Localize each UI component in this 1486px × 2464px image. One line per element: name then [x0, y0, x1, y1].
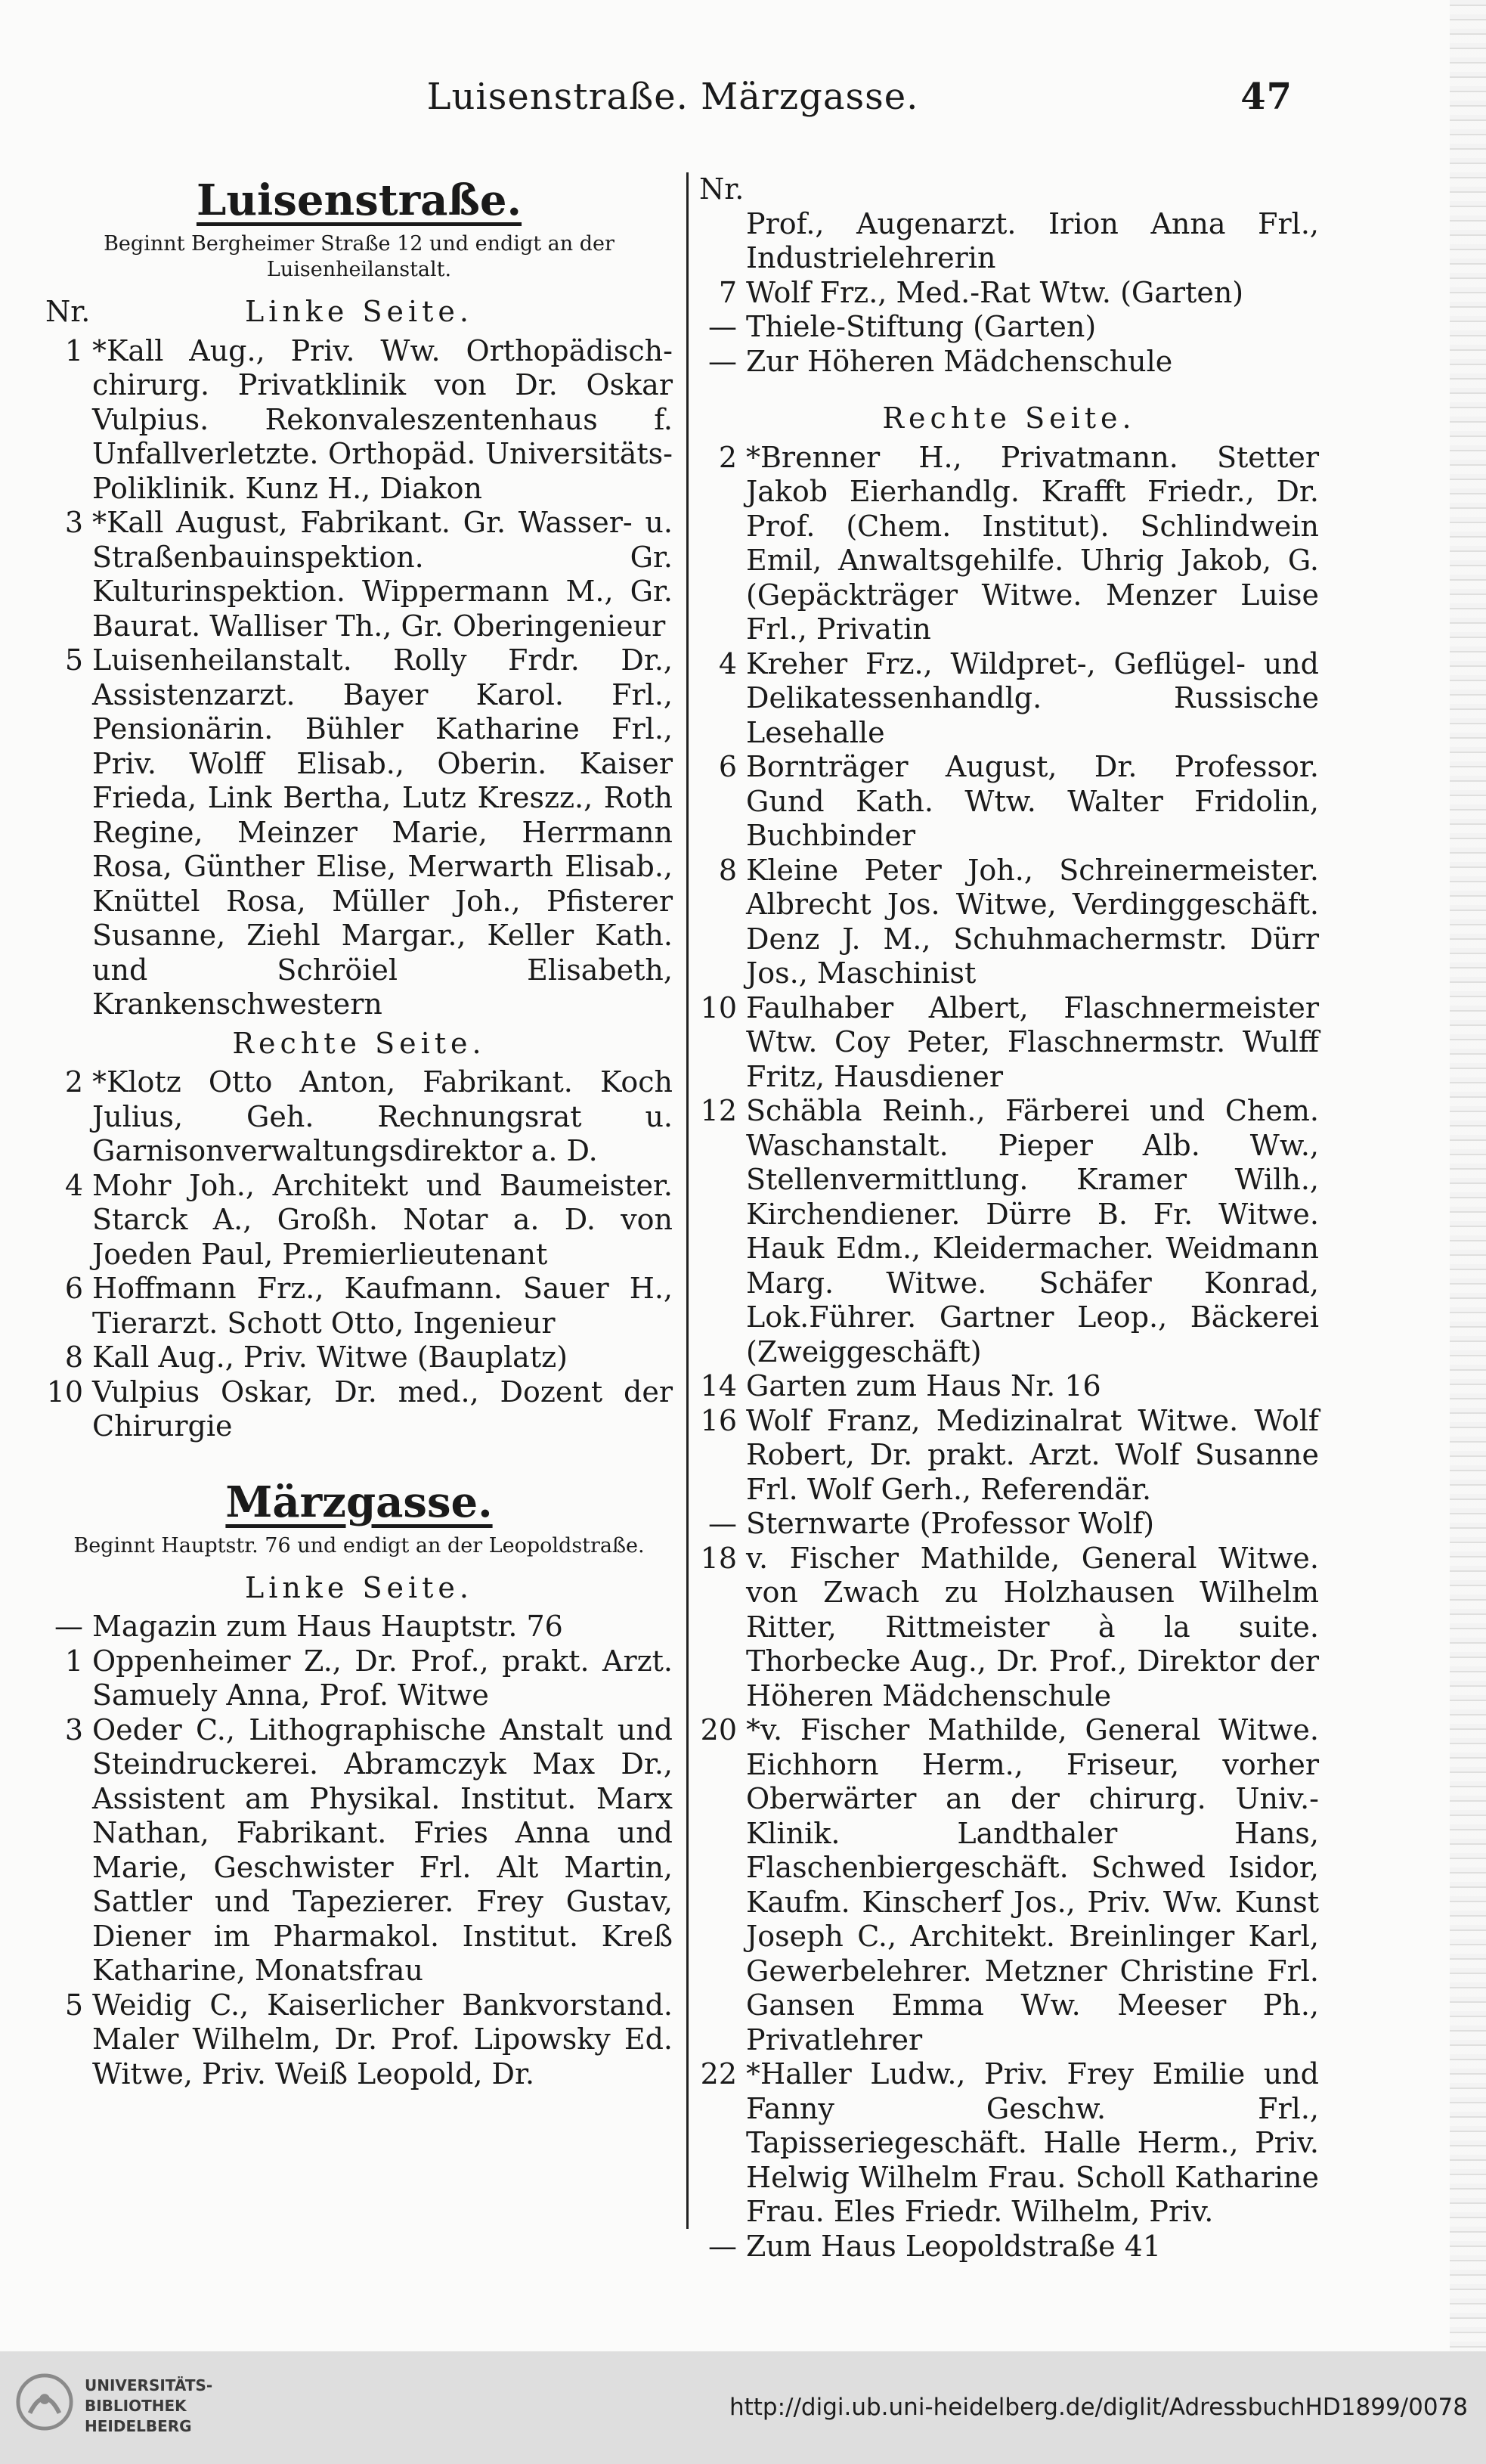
house-number: 4 [64, 1168, 83, 1202]
entry-text: Garten zum Haus Nr. 16 [746, 1369, 1101, 1402]
logo-line: HEIDELBERG [85, 2417, 192, 2435]
entry-text: Oeder C., Lithographische Anstalt und Steindruckerei. Abramczyk Max Dr., Assistent am Physikal. Institut. Marx Nathan, Fabrikant. Fries Anna und Marie, Geschwister Frl. Alt Martin, Sattler und Tapezierer. Frey Gustav, Diener im Pharmakol. Institut. Kreß Katharine, Monatsfrau [92, 1712, 673, 1987]
directory-entry [45, 1713, 673, 1988]
house-number: 20 [700, 1713, 737, 1746]
house-number: 1 [64, 1644, 83, 1678]
page-edge [1450, 0, 1486, 2351]
entry-text: Magazin zum Haus Hauptstr. 76 [92, 1610, 563, 1643]
house-number: — [708, 310, 737, 343]
directory-entry [699, 750, 1319, 854]
entry-text: Mohr Joh., Architekt und Baumeister. Starck A., Großh. Notar a. D. von Joeden Paul, Premierlieutenant [92, 1168, 673, 1271]
directory-entry [45, 506, 673, 643]
house-number: — [708, 344, 737, 378]
directory-entry [45, 1065, 673, 1169]
directory-entry [699, 1404, 1319, 1508]
house-number: 6 [64, 1272, 83, 1305]
directory-entry [699, 1542, 1319, 1714]
entry-list [45, 1610, 673, 2091]
house-number: 14 [700, 1369, 737, 1402]
house-number: 18 [700, 1541, 737, 1575]
street-title-maerzgasse: Märzgasse. [225, 1477, 493, 1527]
house-number: 6 [718, 750, 737, 783]
nr-label: Nr. [699, 172, 745, 206]
directory-entry [699, 647, 1319, 751]
directory-entry [699, 310, 1319, 345]
street-note-maerzgasse: Beginnt Hauptstr. 76 und endigt an der Leopoldstraße. [73, 1533, 645, 1557]
house-number: 2 [718, 440, 737, 474]
entry-text: *Haller Ludw., Priv. Frey Emilie und Fanny Geschw. Frl., Tapisseriegeschäft. Halle Herm., Priv. Helwig Wilhelm Frau. Scholl Katharine Frau. Eles Friedr. Wilhelm, Priv. [746, 2057, 1319, 2228]
entry-text: *Kall Aug., Priv. Ww. Orthopädisch-chirurg. Privatklinik von Dr. Oskar Vulpius. Rekonvaleszentenhaus f. Unfallverletzte. Orthopäd. Universitäts-Poliklinik. Kunz H., Diakon [92, 333, 673, 505]
entry-text: Vulpius Oskar, Dr. med., Dozent der Chirurgie [92, 1375, 673, 1443]
entry-text: Zur Höheren Mädchenschule [746, 344, 1173, 378]
house-number: 10 [700, 990, 737, 1024]
entry-text: *v. Fischer Mathilde, General Witwe. Eichhorn Herm., Friseur, vorher Oberwärter an der chirurg. Univ.-Klinik. Landthaler Hans, Flaschenbiergeschäft. Schwed Isidor, Kaufm. Kinscherf Jos., Priv. Ww. Kunst Joseph C., Architekt. Breinlinger Karl, Gewerbelehrer. Metzner Christine Frl. Gansen Emma Ww. Meeser Ph., Privatlehrer [746, 1713, 1319, 2056]
directory-entry [699, 991, 1319, 1095]
entry-text: Faulhaber Albert, Flaschnermeister Wtw. Coy Peter, Flaschnermstr. Wulff Fritz, Hausdiener [746, 990, 1319, 1093]
directory-entry [699, 1507, 1319, 1542]
directory-entry [699, 345, 1319, 380]
house-number: 22 [700, 2057, 737, 2091]
entry-text: *Kall August, Fabrikant. Gr. Wasser- u. Straßenbauinspektion. Gr. Kulturinspektion. Wippermann M., Gr. Baurat. Walliser Th., Gr. Oberingenieur [92, 506, 673, 643]
directory-entry [699, 207, 1319, 276]
entry-text: v. Fischer Mathilde, General Witwe. von Zwach zu Holzhausen Wilhelm Ritter, Rittmeister à la suite. Thorbecke Aug., Dr. Prof., Direktor der Höheren Mädchenschule [746, 1541, 1319, 1712]
street-note-luisenstrasse: Beginnt Bergheimer Straße 12 und endigt an der Luisenheilanstalt. [104, 232, 615, 281]
left-column [45, 172, 673, 2091]
directory-entry [699, 2230, 1319, 2264]
entry-text: *Brenner H., Privatmann. Stetter Jakob Eierhandlg. Krafft Friedr., Dr. Prof. (Chem. Institut). Schlindwein Emil, Anwaltsgehilfe. Uhrig Jakob, G.(Gepäckträger Witwe. Menzer Luise Frl., Privatin [746, 440, 1319, 646]
directory-entry [699, 1094, 1319, 1369]
directory-entry [45, 1610, 673, 1644]
entry-text: Bornträger August, Dr. Professor. Gund Kath. Wtw. Walter Fridolin, Buchbinder [746, 750, 1319, 852]
side-heading-right: Rechte Seite. [232, 1026, 486, 1060]
house-number: 12 [700, 1094, 737, 1127]
column-divider [686, 172, 689, 2229]
entry-text: Schäbla Reinh., Färberei und Chem. Waschanstalt. Pieper Alb. Ww., Stellenvermittlung. Kramer Wilh., Kirchendiener. Dürre B. Fr. Witwe. Hauk Edm., Kleidermacher. Weidmann Marg. Witwe. Schäfer Konrad, Lok.Führer. Gartner Leop., Bäckerei (Zweiggeschäft) [746, 1094, 1319, 1368]
entry-text: Kleine Peter Joh., Schreinermeister. Albrecht Jos. Witwe, Verdinggeschäft. Denz J. M., Schuhmachermstr. Dürr Jos., Maschinist [746, 853, 1319, 990]
nr-label: Nr. [45, 295, 91, 328]
house-number: 7 [718, 275, 737, 309]
source-url-link[interactable]: http://digi.ub.uni-heidelberg.de/diglit/AdressbuchHD1899/0078 [729, 2394, 1468, 2421]
directory-entry [699, 1713, 1319, 2057]
side-heading-left: Linke Seite. [245, 1570, 473, 1604]
entry-text: Hoffmann Frz., Kaufmann. Sauer H., Tierarzt. Schott Otto, Ingenieur [92, 1272, 673, 1340]
directory-entry [45, 1375, 673, 1444]
side-heading-left [45, 295, 673, 330]
side-heading-right: Rechte Seite. [882, 401, 1136, 435]
directory-entry [45, 1988, 673, 2092]
directory-entry [699, 854, 1319, 991]
entry-text: Zum Haus Leopoldstraße 41 [746, 2229, 1162, 2263]
house-number: — [708, 1507, 737, 1540]
house-number: 8 [64, 1340, 83, 1374]
library-logo[interactable] [15, 2368, 212, 2444]
entry-text: Oppenheimer Z., Dr. Prof., prakt. Arzt. Samuely Anna, Prof. Witwe [92, 1644, 673, 1712]
logo-line: BIBLIOTHEK [85, 2397, 187, 2415]
entry-text: Kreher Frz., Wildpret-, Geflügel- und Delikatessenhandlg. Russische Lesehalle [746, 646, 1319, 749]
entry-text: Kall Aug., Priv. Witwe (Bauplatz) [92, 1340, 568, 1374]
section-spacer [45, 1444, 673, 1474]
running-header [53, 76, 1293, 129]
directory-entry [699, 276, 1319, 311]
house-number: 4 [718, 646, 737, 680]
house-number: 2 [64, 1065, 83, 1099]
house-number: 3 [64, 506, 83, 539]
directory-entry [45, 1272, 673, 1340]
entry-list [45, 334, 673, 1022]
directory-entry [45, 643, 673, 1022]
house-number: 16 [700, 1403, 737, 1437]
entry-text: Weidig C., Kaiserlicher Bankvorstand. Maler Wilhelm, Dr. Prof. Lipowsky Ed. Witwe, Priv. Weiß Leopold, Dr. [92, 1988, 673, 2091]
entry-text: Wolf Franz, Medizinalrat Witwe. Wolf Robert, Dr. prakt. Arzt. Wolf Susanne Frl. Wolf Gerh., Referendär. [746, 1403, 1319, 1506]
logo-text [85, 2376, 212, 2437]
page-number: 47 [1240, 76, 1293, 118]
house-number: — [708, 2229, 737, 2263]
house-number: 10 [46, 1375, 83, 1409]
viewer-footer [0, 2351, 1486, 2464]
house-number: 8 [718, 853, 737, 887]
street-title-luisenstrasse: Luisenstraße. [196, 175, 522, 225]
entry-text: Sternwarte (Professor Wolf) [746, 1507, 1155, 1540]
house-number: 5 [64, 643, 83, 677]
house-number: 5 [64, 1988, 83, 2022]
library-seal-icon [15, 2373, 74, 2431]
entry-text: Prof., Augenarzt. Irion Anna Frl., Industrielehrerin [746, 206, 1319, 274]
directory-entry [45, 1169, 673, 1272]
directory-entry [699, 1369, 1319, 1404]
entry-text: Wolf Frz., Med.-Rat Wtw. (Garten) [746, 275, 1244, 309]
logo-line: UNIVERSITÄTS- [85, 2376, 213, 2394]
entry-list [699, 207, 1319, 380]
header-title: Luisenstraße. Märzgasse. [426, 76, 919, 118]
directory-entry [45, 1340, 673, 1375]
entry-text: Thiele-Stiftung (Garten) [746, 310, 1097, 343]
entry-list [699, 441, 1319, 2264]
house-number: — [54, 1610, 83, 1643]
directory-entry [699, 441, 1319, 647]
directory-entry [45, 1644, 673, 1713]
directory-entry [699, 2057, 1319, 2230]
house-number: 3 [64, 1712, 83, 1746]
entry-text: Luisenheilanstalt. Rolly Frdr. Dr., Assistenzarzt. Bayer Karol. Frl., Pensionärin. Bühler Katharine Frl., Priv. Wolff Elisab., Oberin. Kaiser Frieda, Link Bertha, Lutz Kreszz., Roth Regine, Meinzer Marie, Herrmann Rosa, Günther Elise, Merwarth Elisab., Knüttel Rosa, Müller Joh., Pfisterer Susanne, Ziehl Margar., Keller Kath. und Schröiel Elisabeth, Krankenschwestern [92, 643, 673, 1021]
entry-list [45, 1065, 673, 1444]
entry-text: *Klotz Otto Anton, Fabrikant. Koch Julius, Geh. Rechnungsrat u. Garnisonverwaltungsdirektor a. D. [92, 1065, 673, 1167]
side-heading-label: Linke Seite. [245, 295, 473, 328]
directory-entry [45, 334, 673, 507]
house-number: 1 [64, 333, 83, 367]
right-column [699, 172, 1319, 2264]
